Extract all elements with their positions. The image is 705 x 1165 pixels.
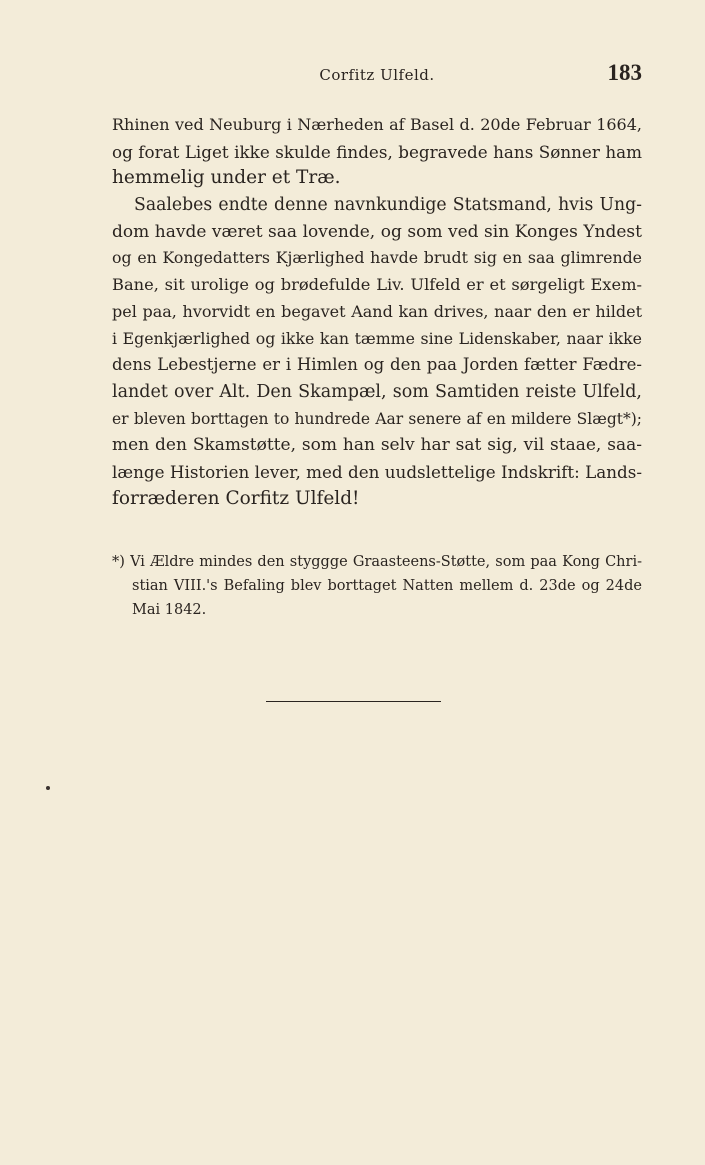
text-line: landet over Alt. Den Skampæl, som Samtiden reiste Ulfeld, [112, 381, 642, 402]
text-line: Bane, sit urolige og brødefulde Liv. Ulfeld er et sørgeligt Exem- [112, 275, 642, 295]
text-line: i Egenkjærlighed og ikke kan tæmme sine Lidenskaber, naar ikke [112, 328, 642, 348]
section-divider [266, 701, 441, 702]
text-line: hemmelig under et Træ. [112, 167, 341, 189]
paper-speck [46, 786, 50, 790]
footnote-line: *) Vi Ældre mindes den styggge Graasteens-Støtte, som paa Kong Chri- [112, 554, 642, 570]
text-line: pel paa, hvorvidt en begavet Aand kan drives, naar den er hildet [112, 301, 642, 321]
footnote-line: Mai 1842. [132, 602, 207, 618]
text-line: dens Lebestjerne er i Himlen og den paa Jorden fætter Fædre- [112, 355, 642, 375]
text-line: dom havde været saa lovende, og som ved sin Konges Yndest [112, 221, 642, 242]
footnote [112, 550, 642, 622]
page-number: 183 [607, 60, 642, 85]
footnote-line: stian VIII.'s Befaling blev borttaget Natten mellem d. 23de og 24de [132, 578, 642, 594]
body-text [112, 112, 642, 512]
running-header [112, 60, 642, 96]
header-title: Corfitz Ulfeld. [319, 66, 435, 84]
text-line: Rhinen ved Neuburg i Nærheden af Basel d. 20de Februar 1664, [112, 115, 642, 134]
text-line: men den Skamstøtte, som han selv har sat sig, vil staae, saa- [112, 435, 642, 456]
text-line: er bleven borttagen to hundrede Aar senere af en mildere Slægt*); [112, 409, 642, 428]
text-line: og forat Liget ikke skulde findes, begravede hans Sønner ham [112, 141, 642, 162]
text-line: og en Kongedatters Kjærlighed havde brudt sig en saa glimrende [112, 248, 642, 268]
text-line: Saalebes endte denne navnkundige Statsmand, hvis Ung- [134, 195, 642, 216]
text-line: længe Historien lever, med den uudslettelige Indskrift: Lands- [112, 461, 642, 482]
text-line: forræderen Corfitz Ulfeld! [112, 487, 360, 509]
